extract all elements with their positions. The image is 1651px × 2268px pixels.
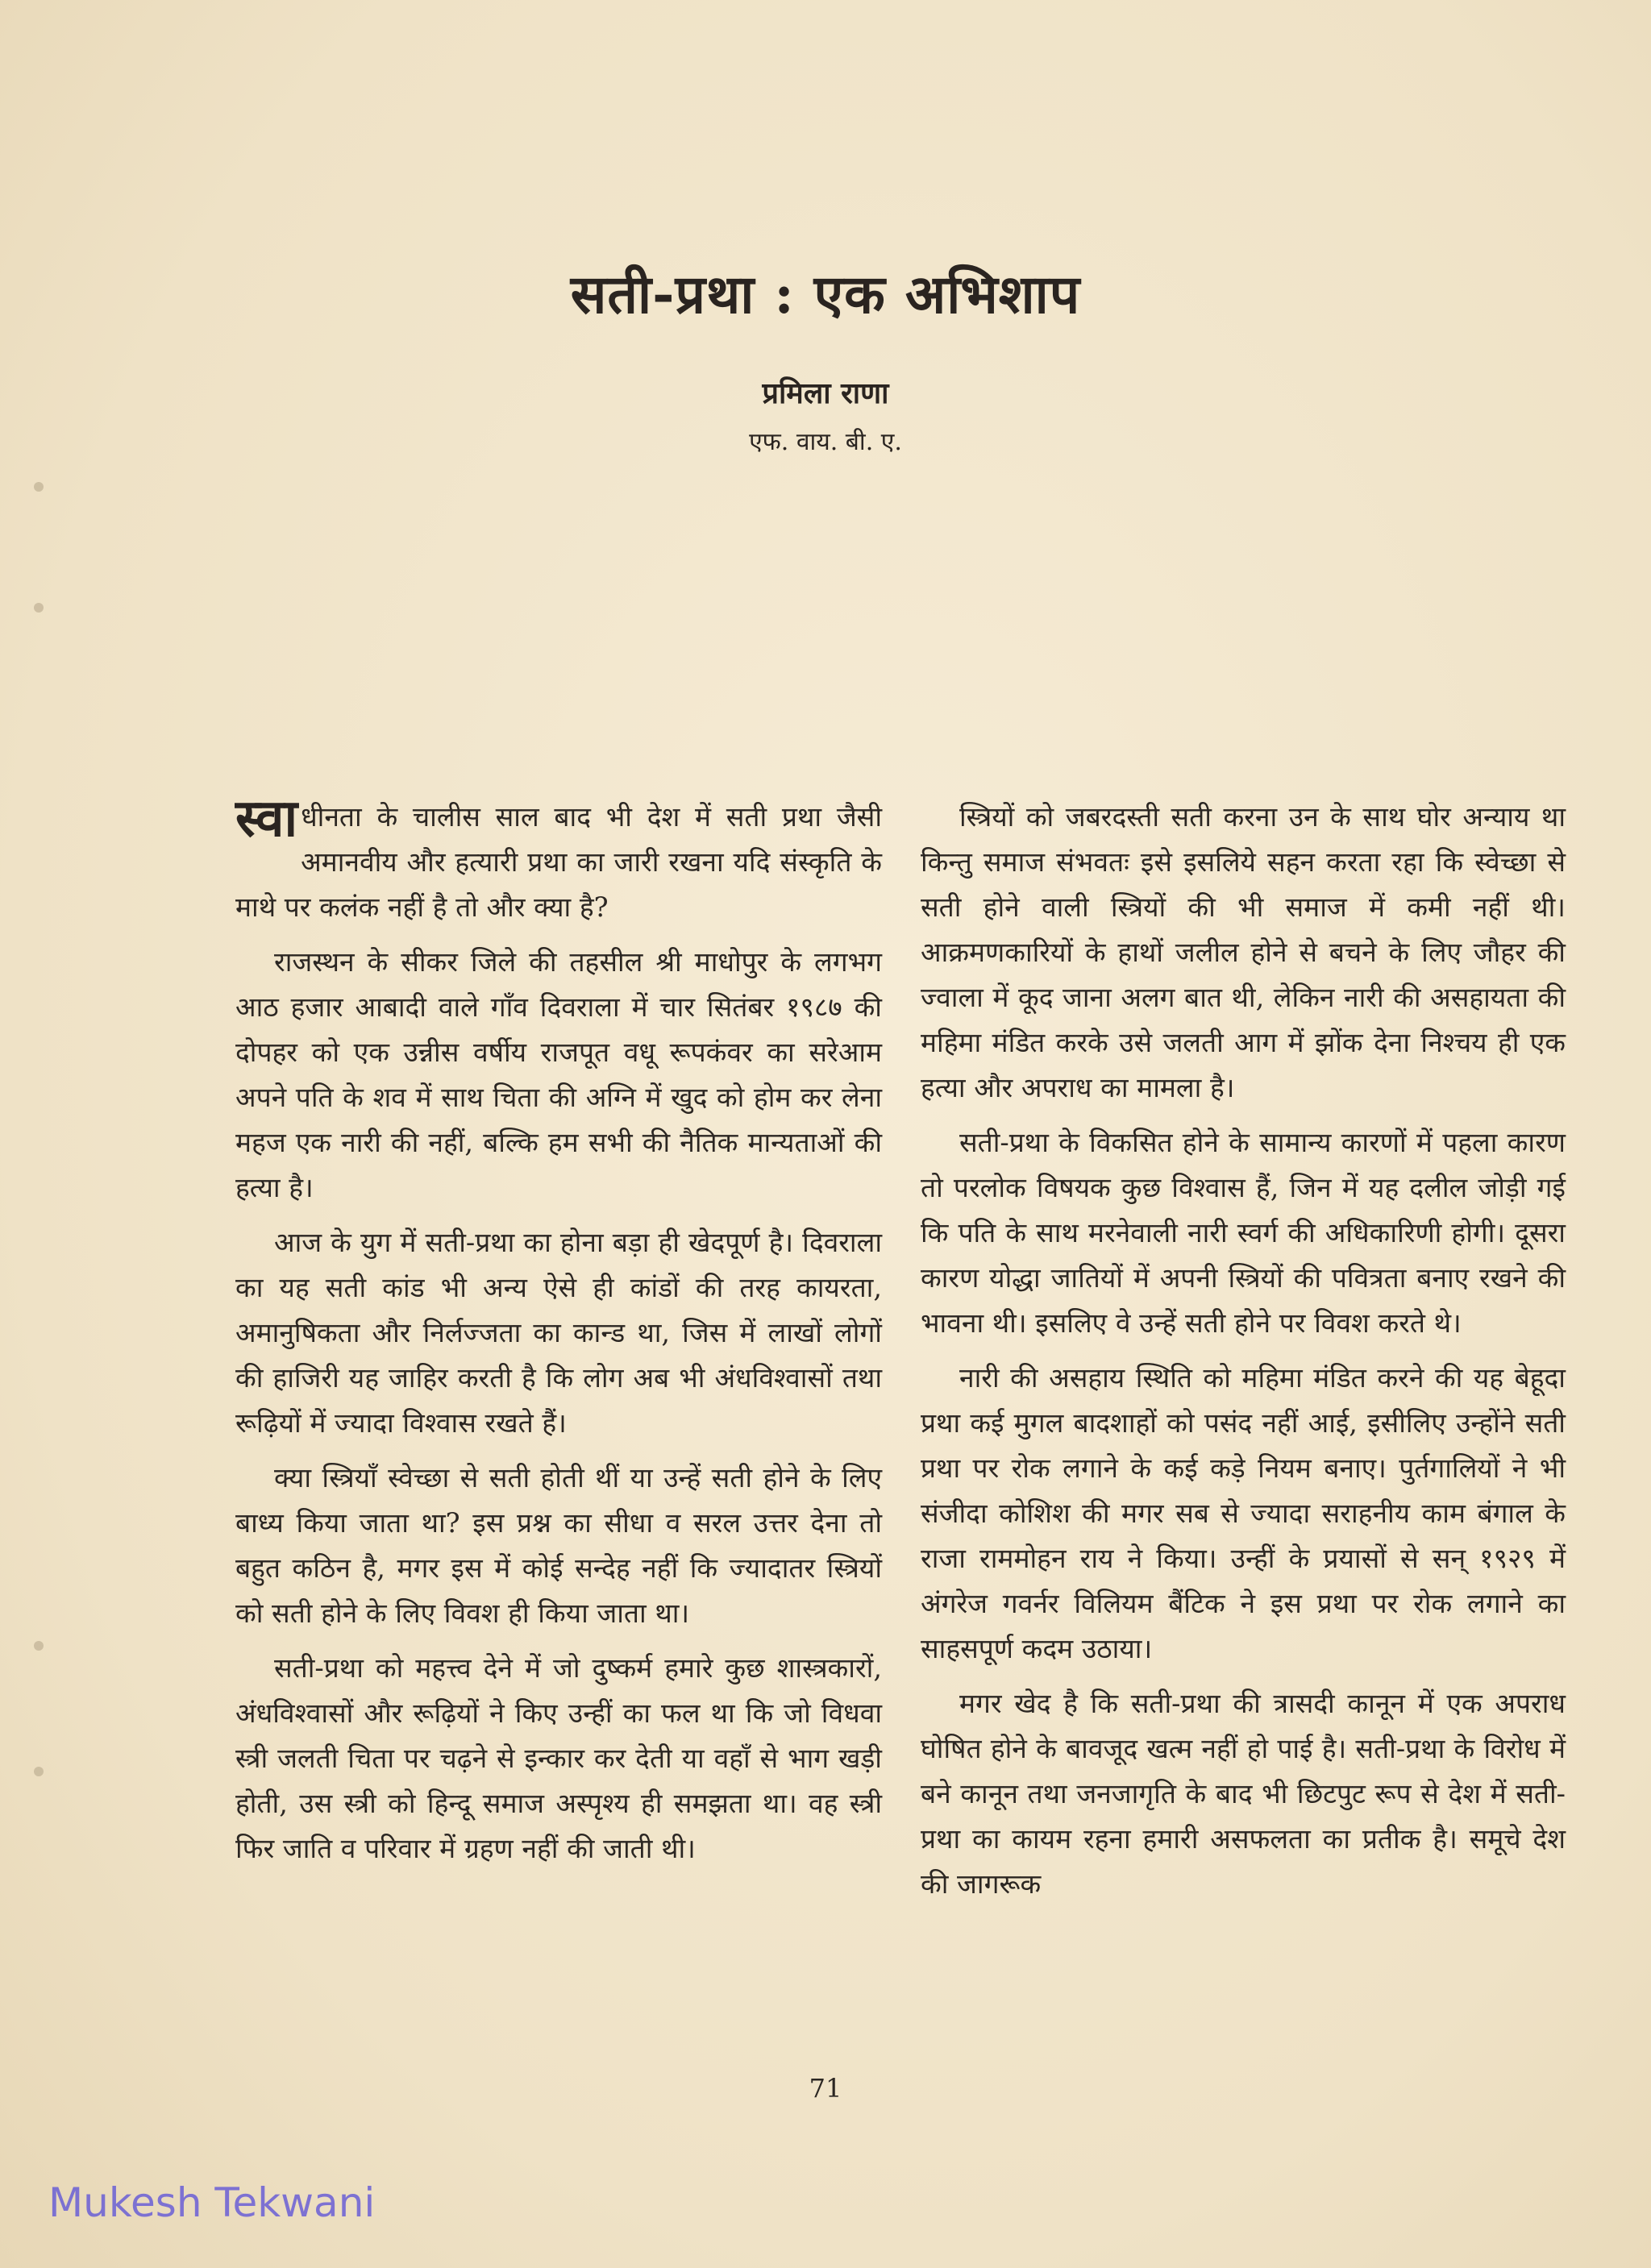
paragraph: सती-प्रथा को महत्त्व देने में जो दुष्कर्म हमारे कुछ शास्त्रकारों, अंधविश्वासों और रूढ़ियों ने किए उन्हीं का फल था कि जो विधवा स्त्री जलती चिता पर चढ़ने से इन्कार कर देती या वहाँ से भाग खड़ी होती, उस स्त्री को हिन्दू समाज अस्पृश्य ही समझता था। वह स्त्री फिर जाति व परिवार में ग्रहण नहीं की जाती थी। [235, 1652, 882, 1864]
author-class: एफ. वाय. बी. ए. [749, 428, 902, 456]
left-column [235, 788, 882, 1881]
paragraph: नारी की असहाय स्थिति को महिमा मंडित करने की यह बेहूदा प्रथा कई मुगल बादशाहों को पसंद नहीं आई, इसीलिए उन्होंने सती प्रथा पर रोक लगाने के कई कड़े नियम बनाए। पुर्तगालियों ने भी संजीदा कोशिश की मगर सब से ज्यादा सराहनीय काम बंगाल के राजा राममोहन राय ने किया। उन्हीं के प्रयासों से सन् १९२९ में अंगरेज गवर्नर विलियम बैंटिक ने इस प्रथा पर रोक लगाने का साहसपूर्ण कदम उठाया। [921, 1362, 1566, 1664]
drop-cap: स्वा [235, 788, 298, 849]
paragraph: स्त्रियों को जबरदस्ती सती करना उन के साथ घोर अन्याय था किन्तु समाज संभवतः इसे इसलिये सहन करता रहा कि स्वेच्छा से सती होने वाली स्त्रियों की भी समाज में कमी नहीं थी। आक्रमणकारियों के हाथों जलील होने से बचने के लिए जौहर की ज्वाला में कूद जाना अलग बात थी, लेकिन नारी की असहायता की महिमा मंडित करके उसे जलती आग में झोंक देना निश्चय ही एक हत्या और अपराध का मामला है। [921, 801, 1566, 1103]
paragraph: सती-प्रथा के विकसित होने के सामान्य कारणों में पहला कारण तो परलोक विषयक कुछ विश्वास हैं, जिन में यह दलील जोड़ी गई कि पति के साथ मरनेवाली नारी स्वर्ग की अधिकारिणी होगी। दूसरा कारण योद्धा जातियों में अपनी स्त्रियों की पवित्रता बनाए रखने की भावना थी। इसलिए वे उन्हें सती होने पर विवश करते थे। [921, 1127, 1566, 1339]
binding-hole-mark [34, 1767, 44, 1776]
watermark-text: Mukesh Tekwani [48, 2179, 376, 2226]
binding-hole-mark [34, 482, 44, 492]
binding-hole-mark [34, 1641, 44, 1651]
article-title: सती-प्रथा : एक अभिशाप [570, 263, 1081, 326]
page-number: 71 [809, 2073, 842, 2104]
right-column [921, 795, 1566, 1917]
paragraph: राजस्थन के सीकर जिले की तहसील श्री माधोपुर के लगभग आठ हजार आबादी वाले गाँव दिवराला में चार सितंबर १९८७ की दोपहर को एक उन्नीस वर्षीय राजपूत वधू रूपकंवर का सरेआम अपने पति के शव में साथ चिता की अग्नि में खुद को होम कर लेना महज एक नारी की नहीं, बल्कि हम सभी की नैतिक मान्यताओं की हत्या है। [235, 946, 882, 1203]
paragraph: आज के युग में सती-प्रथा का होना बड़ा ही खेदपूर्ण है। दिवराला का यह सती कांड भी अन्य ऐसे ही कांडों की तरह कायरता, अमानुषिकता और निर्लज्जता का कान्ड था, जिस में लाखों लोगों की हाजिरी यह जाहिर करती है कि लोग अब भी अंधविश्वासों तथा रूढ़ियों में ज्यादा विश्वास रखते हैं। [235, 1227, 882, 1439]
paragraph [235, 788, 882, 930]
binding-hole-mark [34, 603, 44, 613]
paragraph: क्या स्त्रियाँ स्वेच्छा से सती होती थीं या उन्हें सती होने के लिए बाध्य किया जाता था? इस प्रश्न का सीधा व सरल उत्तर देना तो बहुत कठिन है, मगर इस में कोई सन्देह नहीं कि ज्यादातर स्त्रियों को सती होने के लिए विवश ही किया जाता था। [235, 1462, 882, 1629]
author-name: प्रमिला राणा [762, 376, 889, 410]
paragraph: मगर खेद है कि सती-प्रथा की त्रासदी कानून में एक अपराध घोषित होने के बावजूद खत्म नहीं हो पाई है। सती-प्रथा के विरोध में बने कानून तथा जनजागृति के बाद भी छिटपुट रूप से देश में सती-प्रथा का कायम रहना हमारी असफलता का प्रतीक है। समूचे देश की जागरूक [921, 1688, 1566, 1900]
paragraph-text: धीनता के चालीस साल बाद भी देश में सती प्रथा जैसी अमानवीय और हत्यारी प्रथा का जारी रखना यदि संस्कृति के माथे पर कलंक नहीं है तो और क्या है? [235, 801, 882, 923]
